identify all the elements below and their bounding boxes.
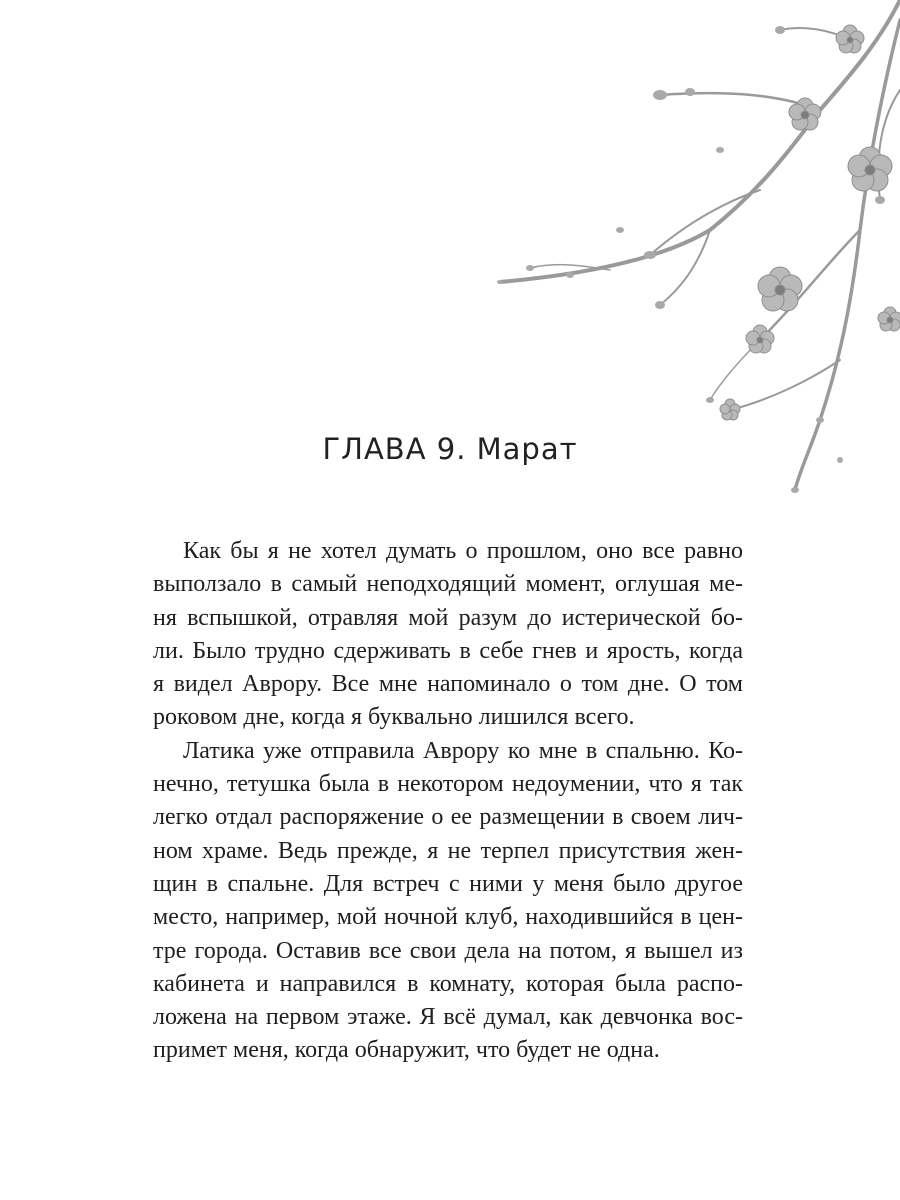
text-line: место, например, мой ночной клуб, находившийся в цен- (153, 904, 743, 931)
text-line: щин в спальне. Для встреч с ними у меня было другое (153, 870, 743, 897)
text-line: тре города. Оставив все свои дела на потом, я вышел из (153, 937, 743, 964)
text-line: Как бы я не хотел думать о прошлом, оно все равно (183, 538, 743, 564)
text-line: роковом дне, когда я буквально лишился всего. (153, 704, 635, 731)
text-line: выползало в самый неподходящий момент, оглушая ме- (153, 571, 743, 598)
text-line: ли. Было трудно сдерживать в себе гнев и ярость, когда (153, 637, 743, 664)
chapter-text (153, 535, 743, 1068)
cherry-blossom-branch-icon (460, 0, 900, 500)
text-line: примет меня, когда обнаружит, что будет не одна. (153, 1037, 660, 1064)
text-line: ном храме. Ведь прежде, я не терпел присутствия жен- (153, 837, 743, 864)
text-line: легко отдал распоряжение о ее размещении в своем лич- (153, 804, 743, 831)
text-line: я видел Аврору. Все мне напоминало о том дне. О том (153, 671, 743, 698)
text-line: ня вспышкой, отравляя мой разум до истерической бо- (153, 604, 743, 631)
text-line: кабинета и направился в комнату, которая была распо- (153, 970, 743, 997)
text-line: Латика уже отправила Аврору ко мне в спальню. Ко- (183, 737, 743, 764)
text-line: ложена на первом этаже. Я всё думал, как девчонка вос- (153, 1004, 743, 1031)
text-line: нечно, тетушка была в некотором недоумении, что я так (153, 771, 743, 798)
chapter-title: ГЛАВА 9. Марат (322, 432, 578, 466)
paragraph-1 (153, 535, 743, 735)
paragraph-2 (153, 735, 743, 1068)
